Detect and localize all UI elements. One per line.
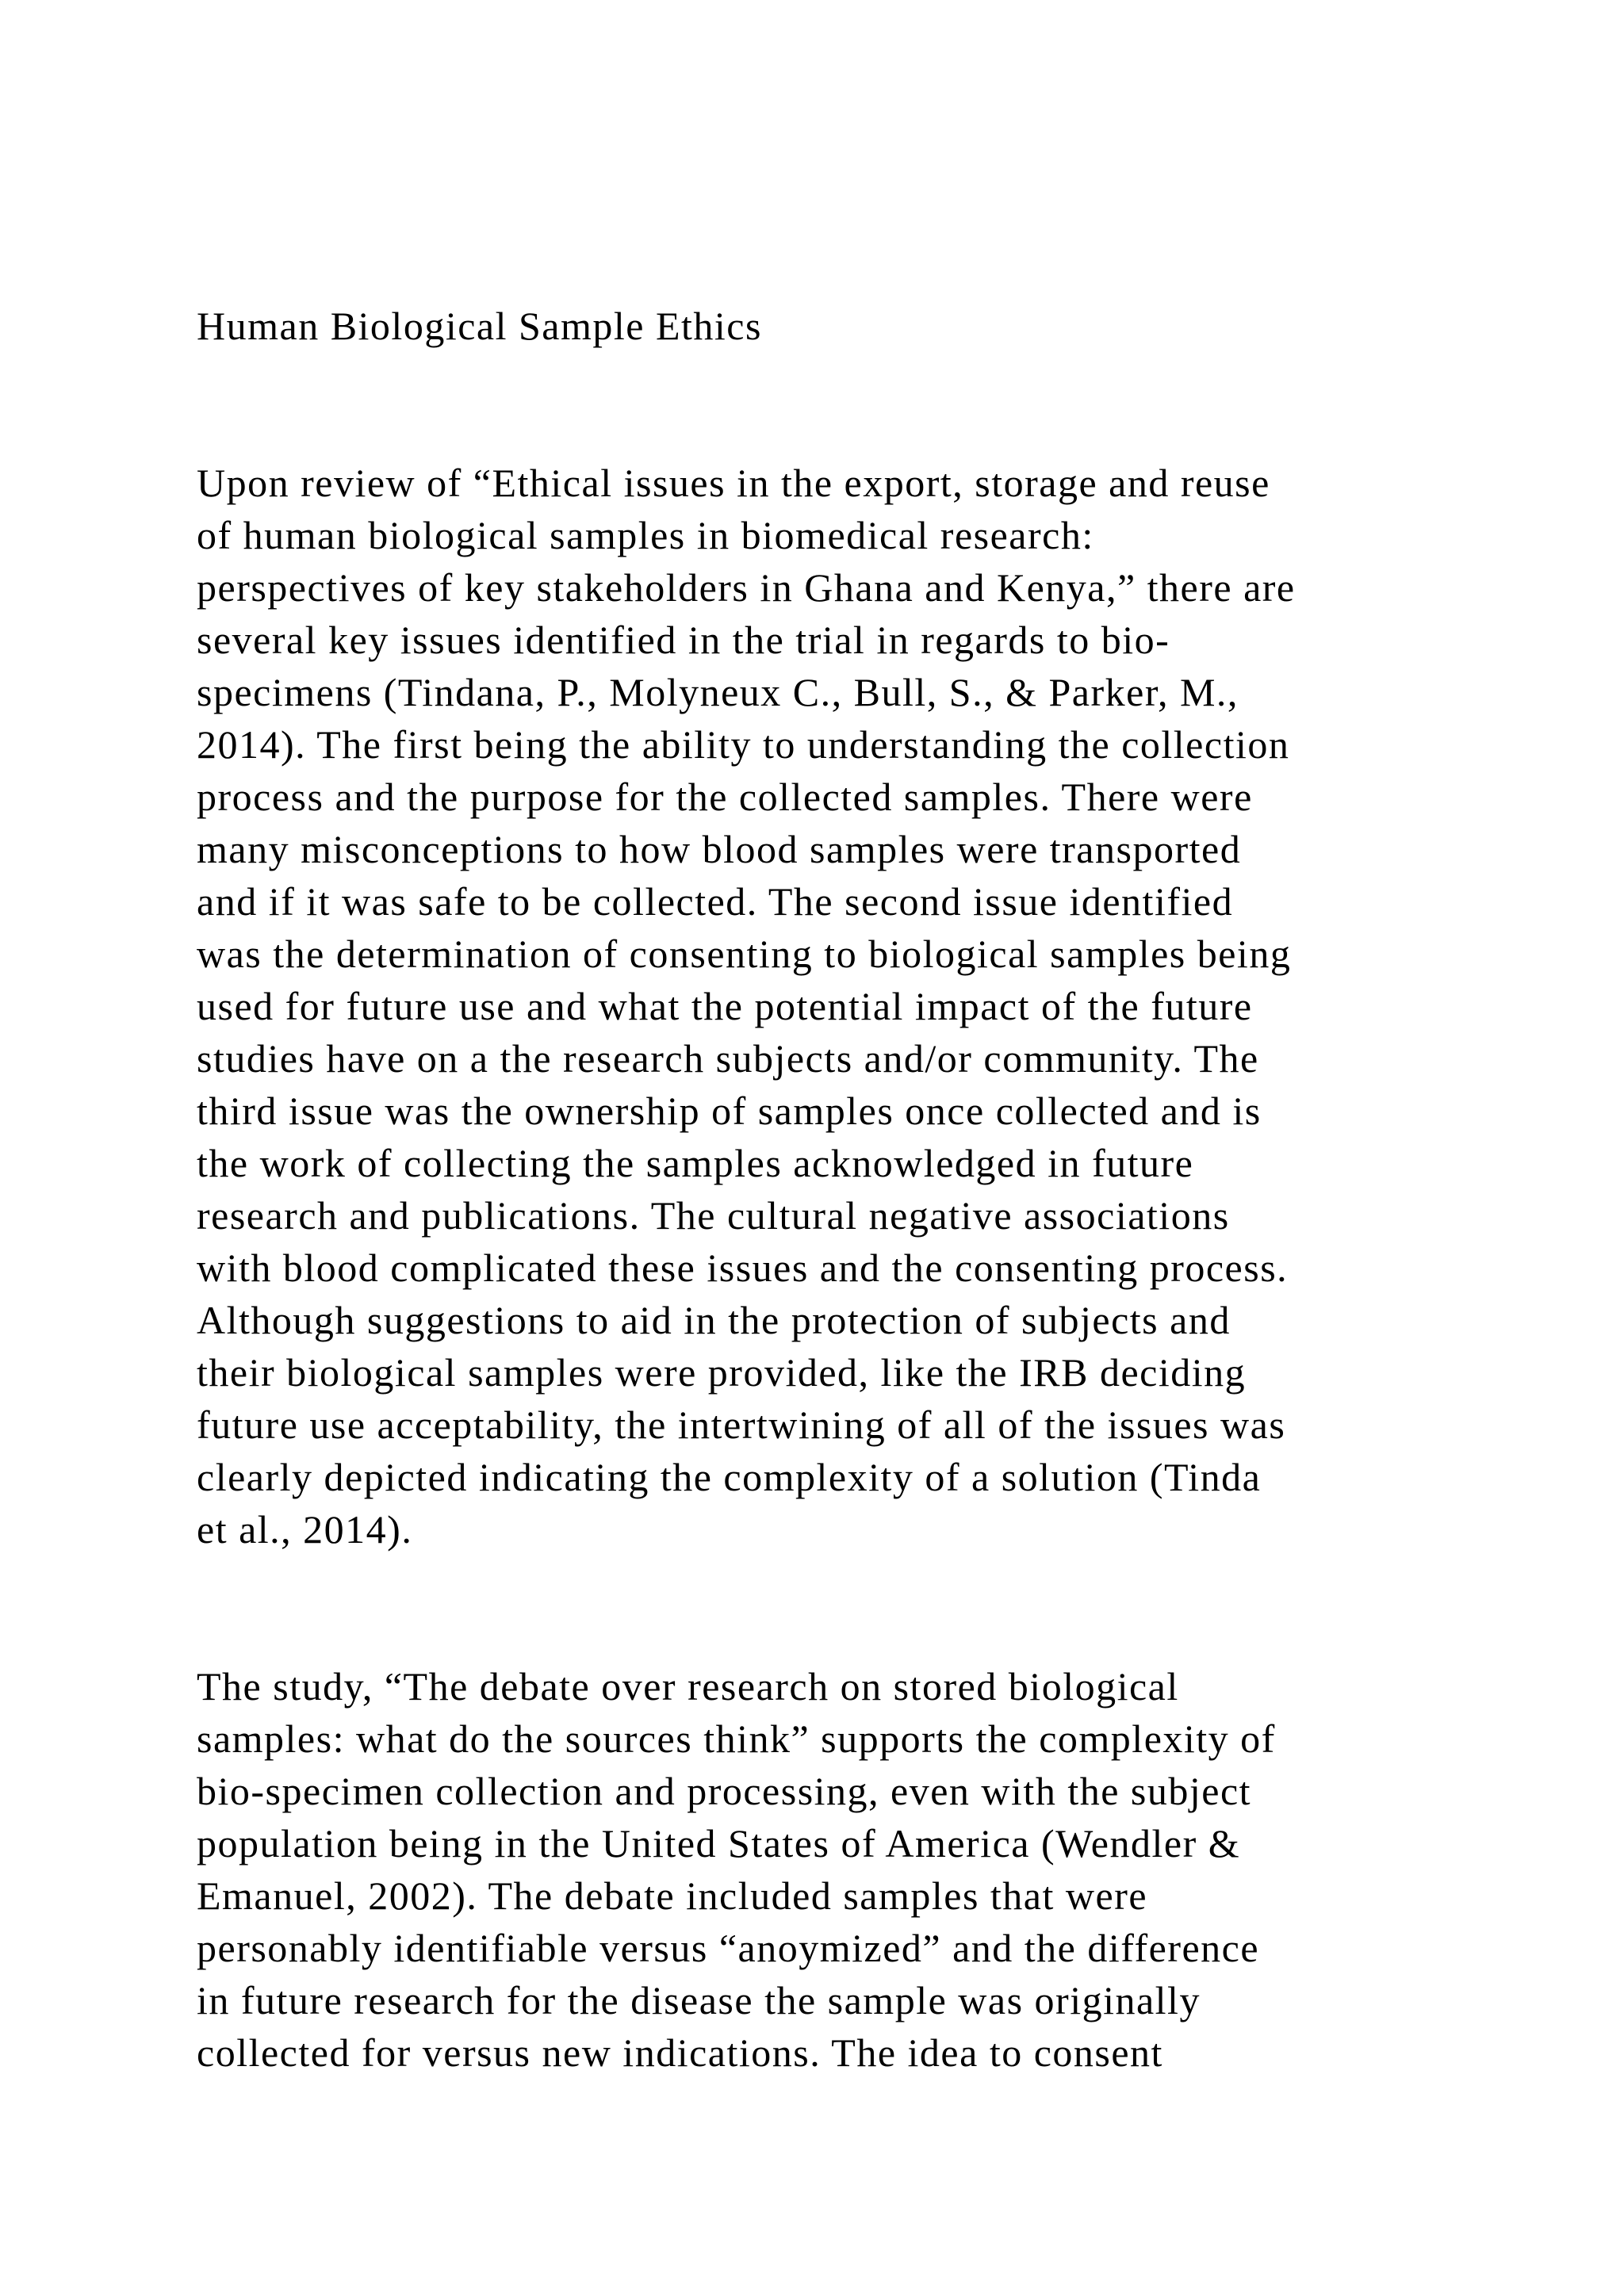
paragraph-line: Upon review of “Ethical issues in the export, storage and reuse <box>197 461 1270 505</box>
paragraph-line: population being in the United States of America (Wendler & <box>197 1821 1241 1866</box>
paragraph-line: perspectives of key stakeholders in Ghana and Kenya,” there are <box>197 565 1296 610</box>
paragraph-line: and if it was safe to be collected. The second issue identified <box>197 879 1234 924</box>
paragraph-line: used for future use and what the potential impact of the future <box>197 984 1253 1028</box>
paragraph-line: Emanuel, 2002). The debate included samples that were <box>197 1873 1148 1918</box>
paragraph-line: their biological samples were provided, like the IRB deciding <box>197 1350 1247 1395</box>
paragraph-1 <box>197 457 1545 1556</box>
paragraph-line: of human biological samples in biomedical research: <box>197 513 1094 557</box>
paragraph-line: was the determination of consenting to biological samples being <box>197 932 1292 976</box>
paragraph-line: personably identifiable versus “anoymized” and the difference <box>197 1926 1260 1970</box>
paragraph-line: clearly depicted indicating the complexity of a solution (Tinda <box>197 1455 1262 1499</box>
paragraph-line: et al., 2014). <box>197 1507 413 1552</box>
paragraph-line: third issue was the ownership of samples once collected and is <box>197 1089 1262 1133</box>
document-title: Human Biological Sample Ethics <box>197 304 762 348</box>
paragraph-line: process and the purpose for the collected samples. There were <box>197 775 1253 819</box>
paragraph-line: future use acceptability, the intertwining of all of the issues was <box>197 1402 1286 1447</box>
paragraph-line: in future research for the disease the sample was originally <box>197 1978 1201 2022</box>
paragraph-line: samples: what do the sources think” supports the complexity of <box>197 1716 1276 1761</box>
paragraph-line: specimens (Tindana, P., Molyneux C., Bull, S., & Parker, M., <box>197 670 1239 714</box>
paragraph-line: 2014). The first being the ability to understanding the collection <box>197 722 1290 767</box>
paragraph-2 <box>197 1660 1545 2079</box>
paragraph-line: many misconceptions to how blood samples were transported <box>197 827 1242 871</box>
paragraph-line: Although suggestions to aid in the protection of subjects and <box>197 1298 1231 1342</box>
paragraph-line: bio-specimen collection and processing, even with the subject <box>197 1769 1252 1813</box>
paragraph-line: with blood complicated these issues and the consenting process. <box>197 1246 1289 1290</box>
paragraph-line: collected for versus new indications. The idea to consent <box>197 2030 1163 2075</box>
paragraph-line: several key issues identified in the trial in regards to bio- <box>197 618 1170 662</box>
paragraph-line: research and publications. The cultural negative associations <box>197 1193 1230 1238</box>
paragraph-line: The study, “The debate over research on stored biological <box>197 1664 1179 1709</box>
paragraph-line: the work of collecting the samples acknowledged in future <box>197 1141 1194 1185</box>
paragraph-line: studies have on a the research subjects and/or community. The <box>197 1036 1259 1081</box>
